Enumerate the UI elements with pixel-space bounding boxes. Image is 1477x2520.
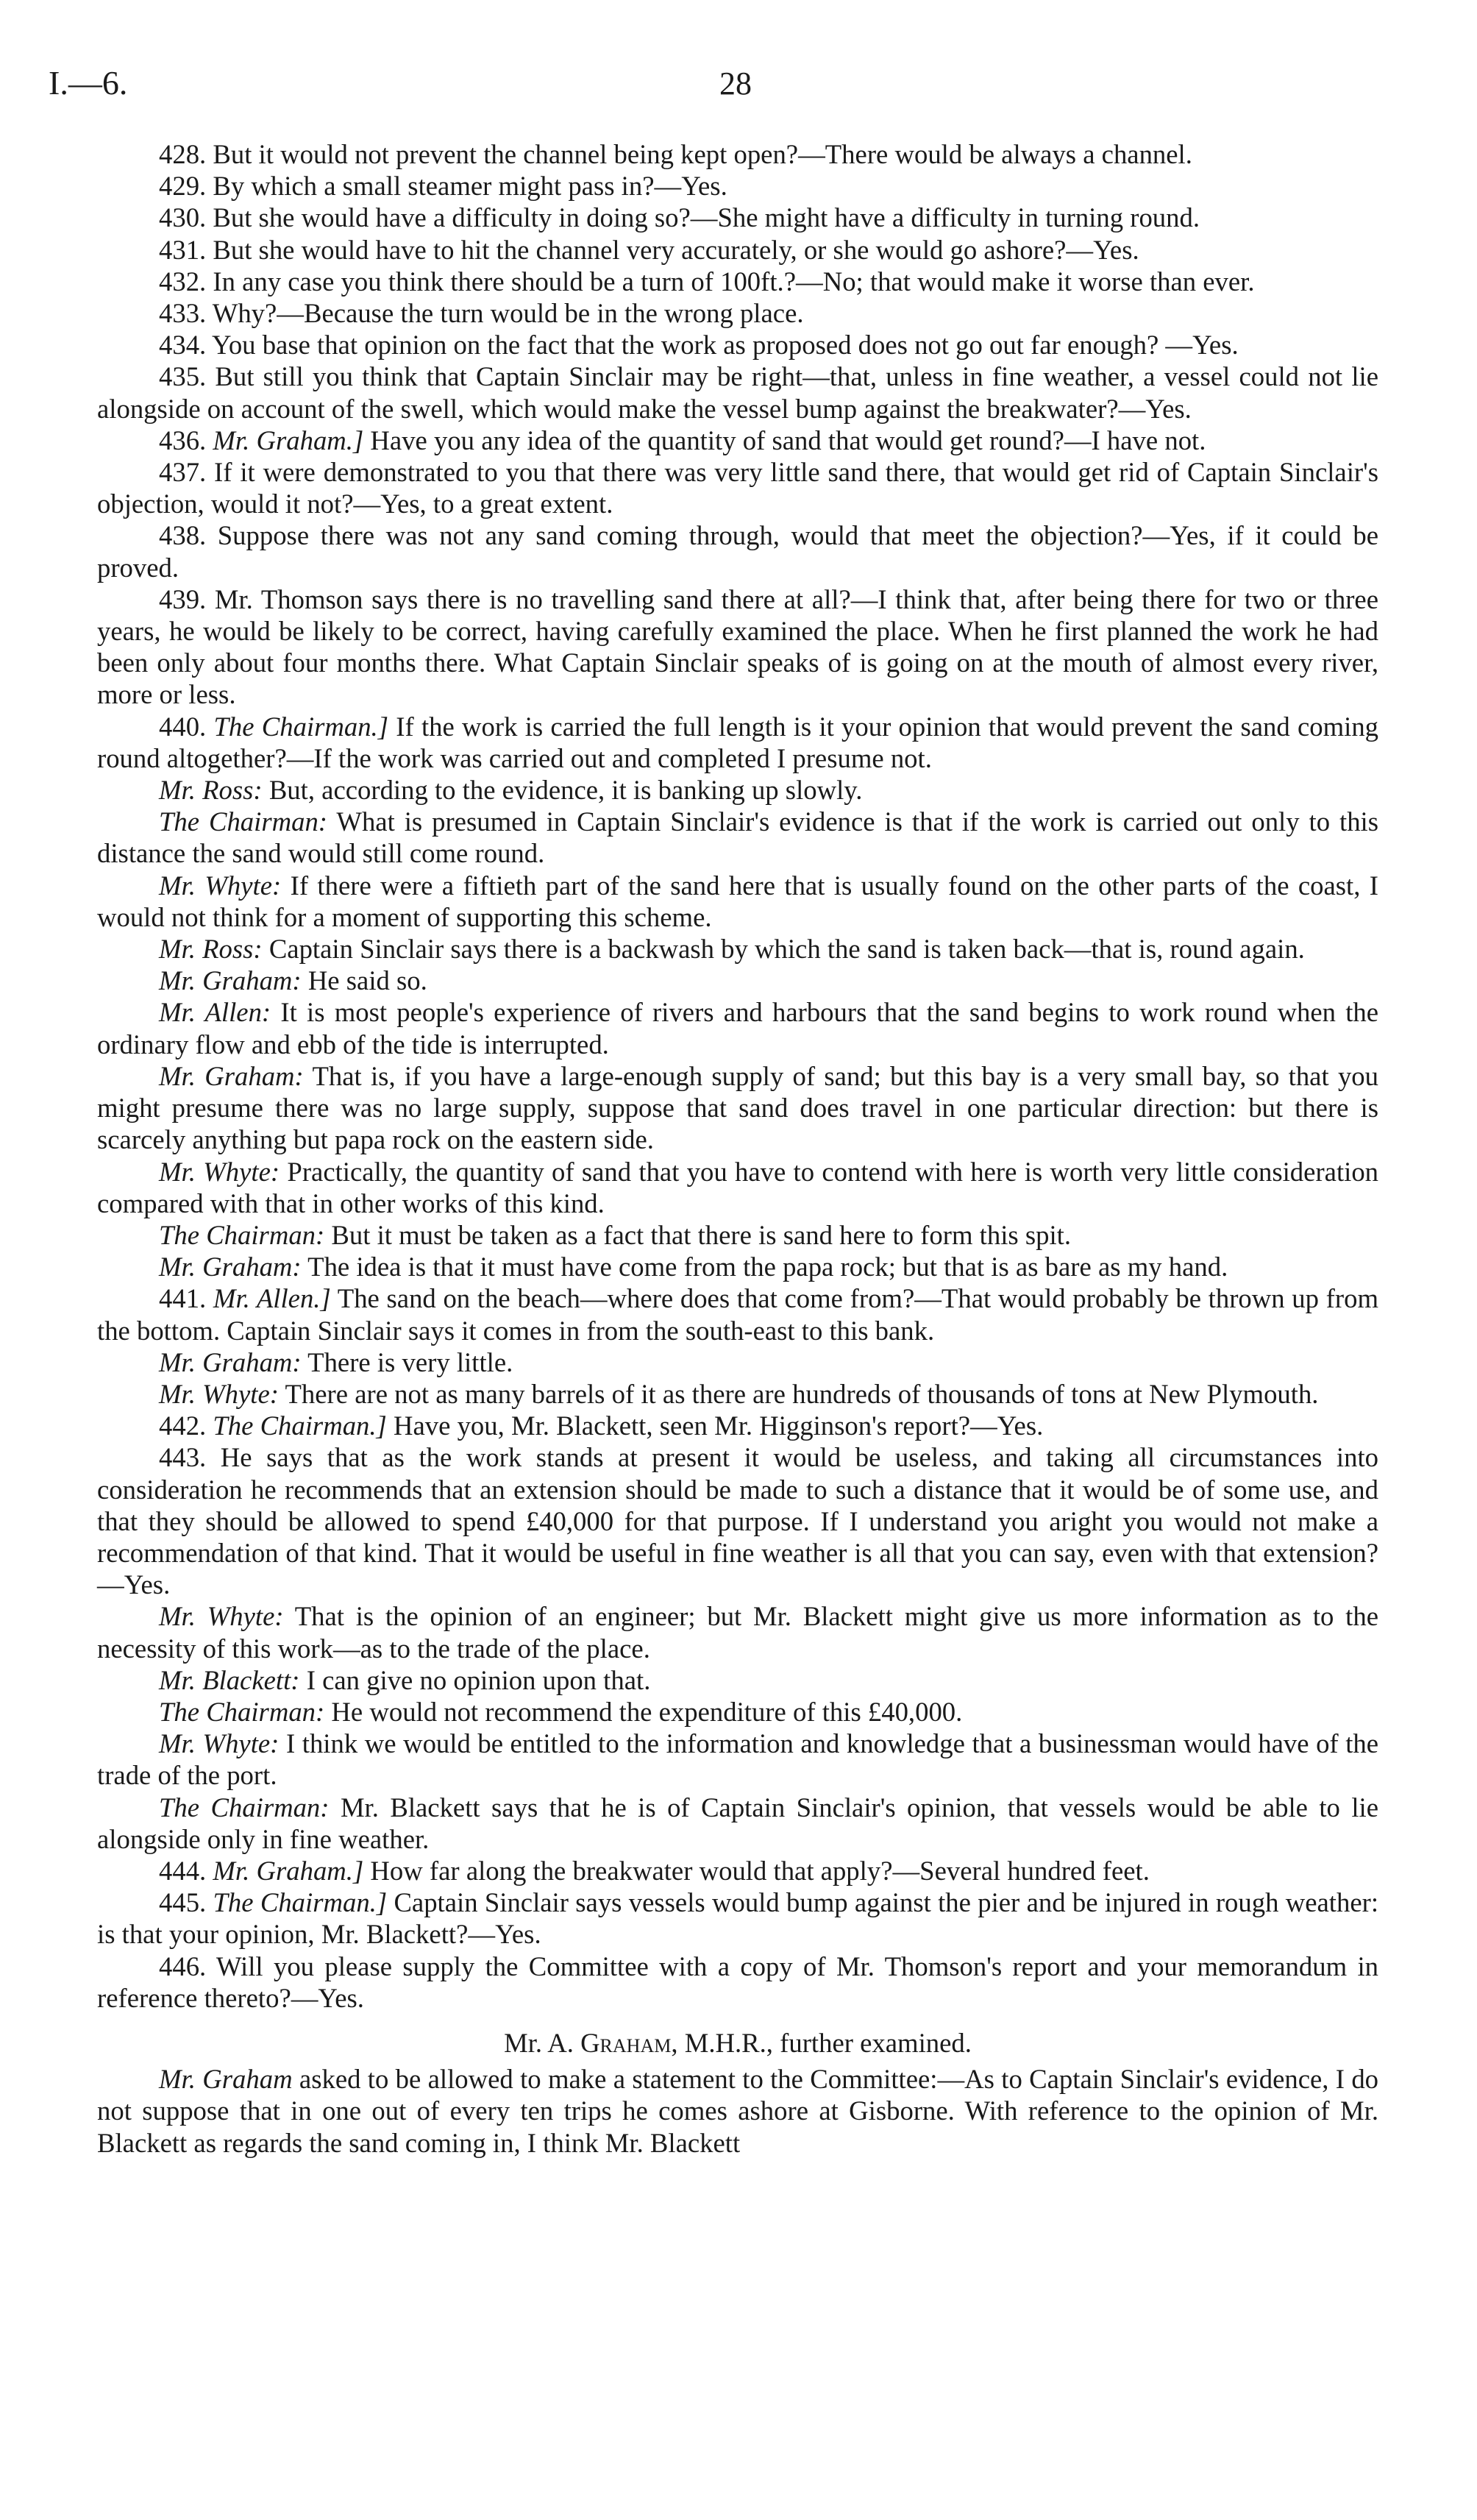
dialogue-line: The Chairman: What is presumed in Captain Sinclair's evidence is that if the work is carried out only to this distance the sand would still come round. <box>97 806 1379 869</box>
paragraph: 435. But still you think that Captain Sinclair may be right—that, unless in fine weather, a vessel could not lie alongside on account of the swell, which would make the vessel bump against the breakwater?—Yes. <box>97 361 1378 424</box>
witness-heading: Mr. A. Graham, M.H.R., further examined. <box>504 2027 972 2058</box>
speaker: Mr. Graham: <box>159 965 302 996</box>
paragraph: 429. By which a small steamer might pass in?—Yes. <box>159 171 727 202</box>
paragraph: 428. But it would not prevent the channel being kept open?—There would be always a channel. <box>159 139 1192 169</box>
speaker: The Chairman.] <box>213 1887 388 1918</box>
paragraph: 431. But she would have to hit the channel very accurately, or she would go ashore?—Yes. <box>159 234 1139 265</box>
paragraph: 444. Mr. Graham.] How far along the breakwater would that apply?—Several hundred feet. <box>159 1855 1150 1886</box>
paragraph: 430. But she would have a difficulty in doing so?—She might have a difficulty in turning round. <box>159 202 1200 233</box>
paragraph: Mr. Graham asked to be allowed to make a statement to the Committee:—As to Captain Sinclair's evidence, I do not suppose that in one out of every ten trips he comes ashore at Gisborne. With reference to the opinion of Mr. Blackett as regards the sand coming in, I think Mr. Blackett <box>97 2064 1379 2158</box>
speaker: Mr. Graham: <box>159 1252 302 1282</box>
paragraph: 441. Mr. Allen.] The sand on the beach—where does that come from?—That would probably be thrown up from the bottom. Captain Sinclair says it comes in from the south-east to this bank. <box>97 1283 1378 1346</box>
dialogue-line: Mr. Whyte: Practically, the quantity of sand that you have to contend with here is worth very little consideration compared with that in other works of this kind. <box>97 1156 1379 1218</box>
paragraph: 446. Will you please supply the Committee with a copy of Mr. Thomson's report and your memorandum in reference thereto?—Yes. <box>97 1951 1378 2013</box>
dialogue-line: Mr. Blackett: I can give no opinion upon that. <box>159 1664 651 1695</box>
dialogue-line: Mr. Graham: He said so. <box>159 965 427 996</box>
dialogue-line: Mr. Ross: But, according to the evidence, it is banking up slowly. <box>159 775 863 806</box>
evidence-text <box>97 138 1378 2159</box>
dialogue-line: Mr. Allen: It is most people's experience of rivers and harbours that the sand begins to work round when the ordinary flow and ebb of the tide is interrupted. <box>97 997 1379 1060</box>
paragraph: 445. The Chairman.] Captain Sinclair says vessels would bump against the pier and be injured in rough weather: is that your opinion, Mr. Blackett?—Yes. <box>97 1887 1379 1950</box>
speaker: Mr. Graham: <box>159 1060 304 1091</box>
paragraph: 442. The Chairman.] Have you, Mr. Blackett, seen Mr. Higginson's report?—Yes. <box>159 1410 1044 1441</box>
dialogue-line: The Chairman: Mr. Blackett says that he is of Captain Sinclair's opinion, that vessels would be able to lie alongside only in fine weather. <box>97 1792 1378 1854</box>
speaker: Mr. Allen.] <box>213 1283 331 1314</box>
speaker: Mr. Whyte: <box>159 1378 279 1409</box>
dialogue-line: Mr. Ross: Captain Sinclair says there is a backwash by which the sand is taken back—that is, round again. <box>159 934 1305 965</box>
speaker: Mr. Graham: <box>159 1346 302 1377</box>
speaker: The Chairman: <box>159 1219 325 1250</box>
dialogue-line: Mr. Whyte: There are not as many barrels of it as there are hundreds of thousands of tons at New Plymouth. <box>159 1378 1319 1409</box>
dialogue-line: Mr. Graham: There is very little. <box>159 1346 513 1377</box>
dialogue-line: The Chairman: But it must be taken as a fact that there is sand here to form this spit. <box>159 1219 1072 1250</box>
document-reference: I.—6. <box>49 64 128 102</box>
speaker: Mr. Whyte: <box>159 1601 284 1632</box>
speaker: Mr. Whyte: <box>159 870 282 901</box>
speaker: Mr. Blackett: <box>159 1664 300 1695</box>
page-number: 28 <box>719 65 752 102</box>
speaker: The Chairman: <box>159 1792 330 1822</box>
dialogue-line: Mr. Whyte: I think we would be entitled to the information and knowledge that a businessman would have of the trade of the port. <box>97 1728 1379 1791</box>
dialogue-line: Mr. Graham: The idea is that it must have come from the papa rock; but that is as bare as my hand. <box>159 1252 1228 1282</box>
dialogue-line: Mr. Graham: That is, if you have a large-enough supply of sand; but this bay is a very small bay, so that you might presume there was no large supply, suppose that sand does travel in one particular direction: but there is scarcely anything but papa rock on the eastern side. <box>97 1060 1378 1155</box>
dialogue-line: Mr. Whyte: If there were a fiftieth part of the sand here that is usually found on the other parts of the coast, I would not think for a moment of supporting this scheme. <box>97 870 1379 932</box>
paragraph: 437. If it were demonstrated to you that there was very little sand there, that would get rid of Captain Sinclair's objection, would it not?—Yes, to a great extent. <box>97 457 1378 519</box>
paragraph: 433. Why?—Because the turn would be in the wrong place. <box>159 298 804 329</box>
dialogue-line: Mr. Whyte: That is the opinion of an engineer; but Mr. Blackett might give us more information as to the necessity of this work—as to the trade of the place. <box>97 1601 1378 1664</box>
speaker: Mr. Whyte: <box>159 1156 280 1187</box>
speaker: Mr. Graham <box>159 2064 293 2095</box>
paragraph: 434. You base that opinion on the fact that the work as proposed does not go out far enough? —Yes. <box>159 330 1239 361</box>
speaker: Mr. Allen: <box>159 997 271 1028</box>
speaker: The Chairman.] <box>213 1410 387 1441</box>
speaker: Mr. Graham.] <box>213 425 364 455</box>
paragraph: 439. Mr. Thomson says there is no travelling sand there at all?—I think that, after being there for two or three years, he would be likely to be correct, having carefully examined the place. When he first planned the work he had been only about four months there. What Captain Sinclair speaks of is going on at the mouth of almost every river, more or less. <box>97 583 1378 710</box>
dialogue-line: The Chairman: He would not recommend the expenditure of this £40,000. <box>159 1696 963 1727</box>
speaker: Mr. Whyte: <box>159 1728 280 1759</box>
paragraph: 438. Suppose there was not any sand coming through, would that meet the objection?—Yes, if it could be proved. <box>97 520 1378 583</box>
paragraph: 432. In any case you think there should be a turn of 100ft.?—No; that would make it worse than ever. <box>159 266 1255 297</box>
speaker: Mr. Ross: <box>159 934 263 965</box>
paragraph: 440. The Chairman.] If the work is carried the full length is it your opinion that would prevent the sand coming round altogether?—If the work was carried out and completed I presume not. <box>97 711 1379 773</box>
speaker: The Chairman: <box>159 1696 325 1727</box>
speaker: The Chairman: <box>159 806 328 837</box>
paragraph: 443. He says that as the work stands at present it would be useless, and taking all circumstances into consideration he recommends that an extension should be made to such a distance that it would be of some use, and that they should be allowed to spend £40,000 for that purpose. If I understand you aright you would not make a recommendation of that kind. That it would be useful in fine weather is all that you can say, even with that extension?—Yes. <box>97 1442 1378 1600</box>
speaker: The Chairman.] <box>213 711 389 742</box>
paragraph: 436. Mr. Graham.] Have you any idea of the quantity of sand that would get round?—I have not. <box>159 425 1206 455</box>
speaker: Mr. Ross: <box>159 775 263 806</box>
speaker: Mr. Graham.] <box>213 1855 364 1886</box>
